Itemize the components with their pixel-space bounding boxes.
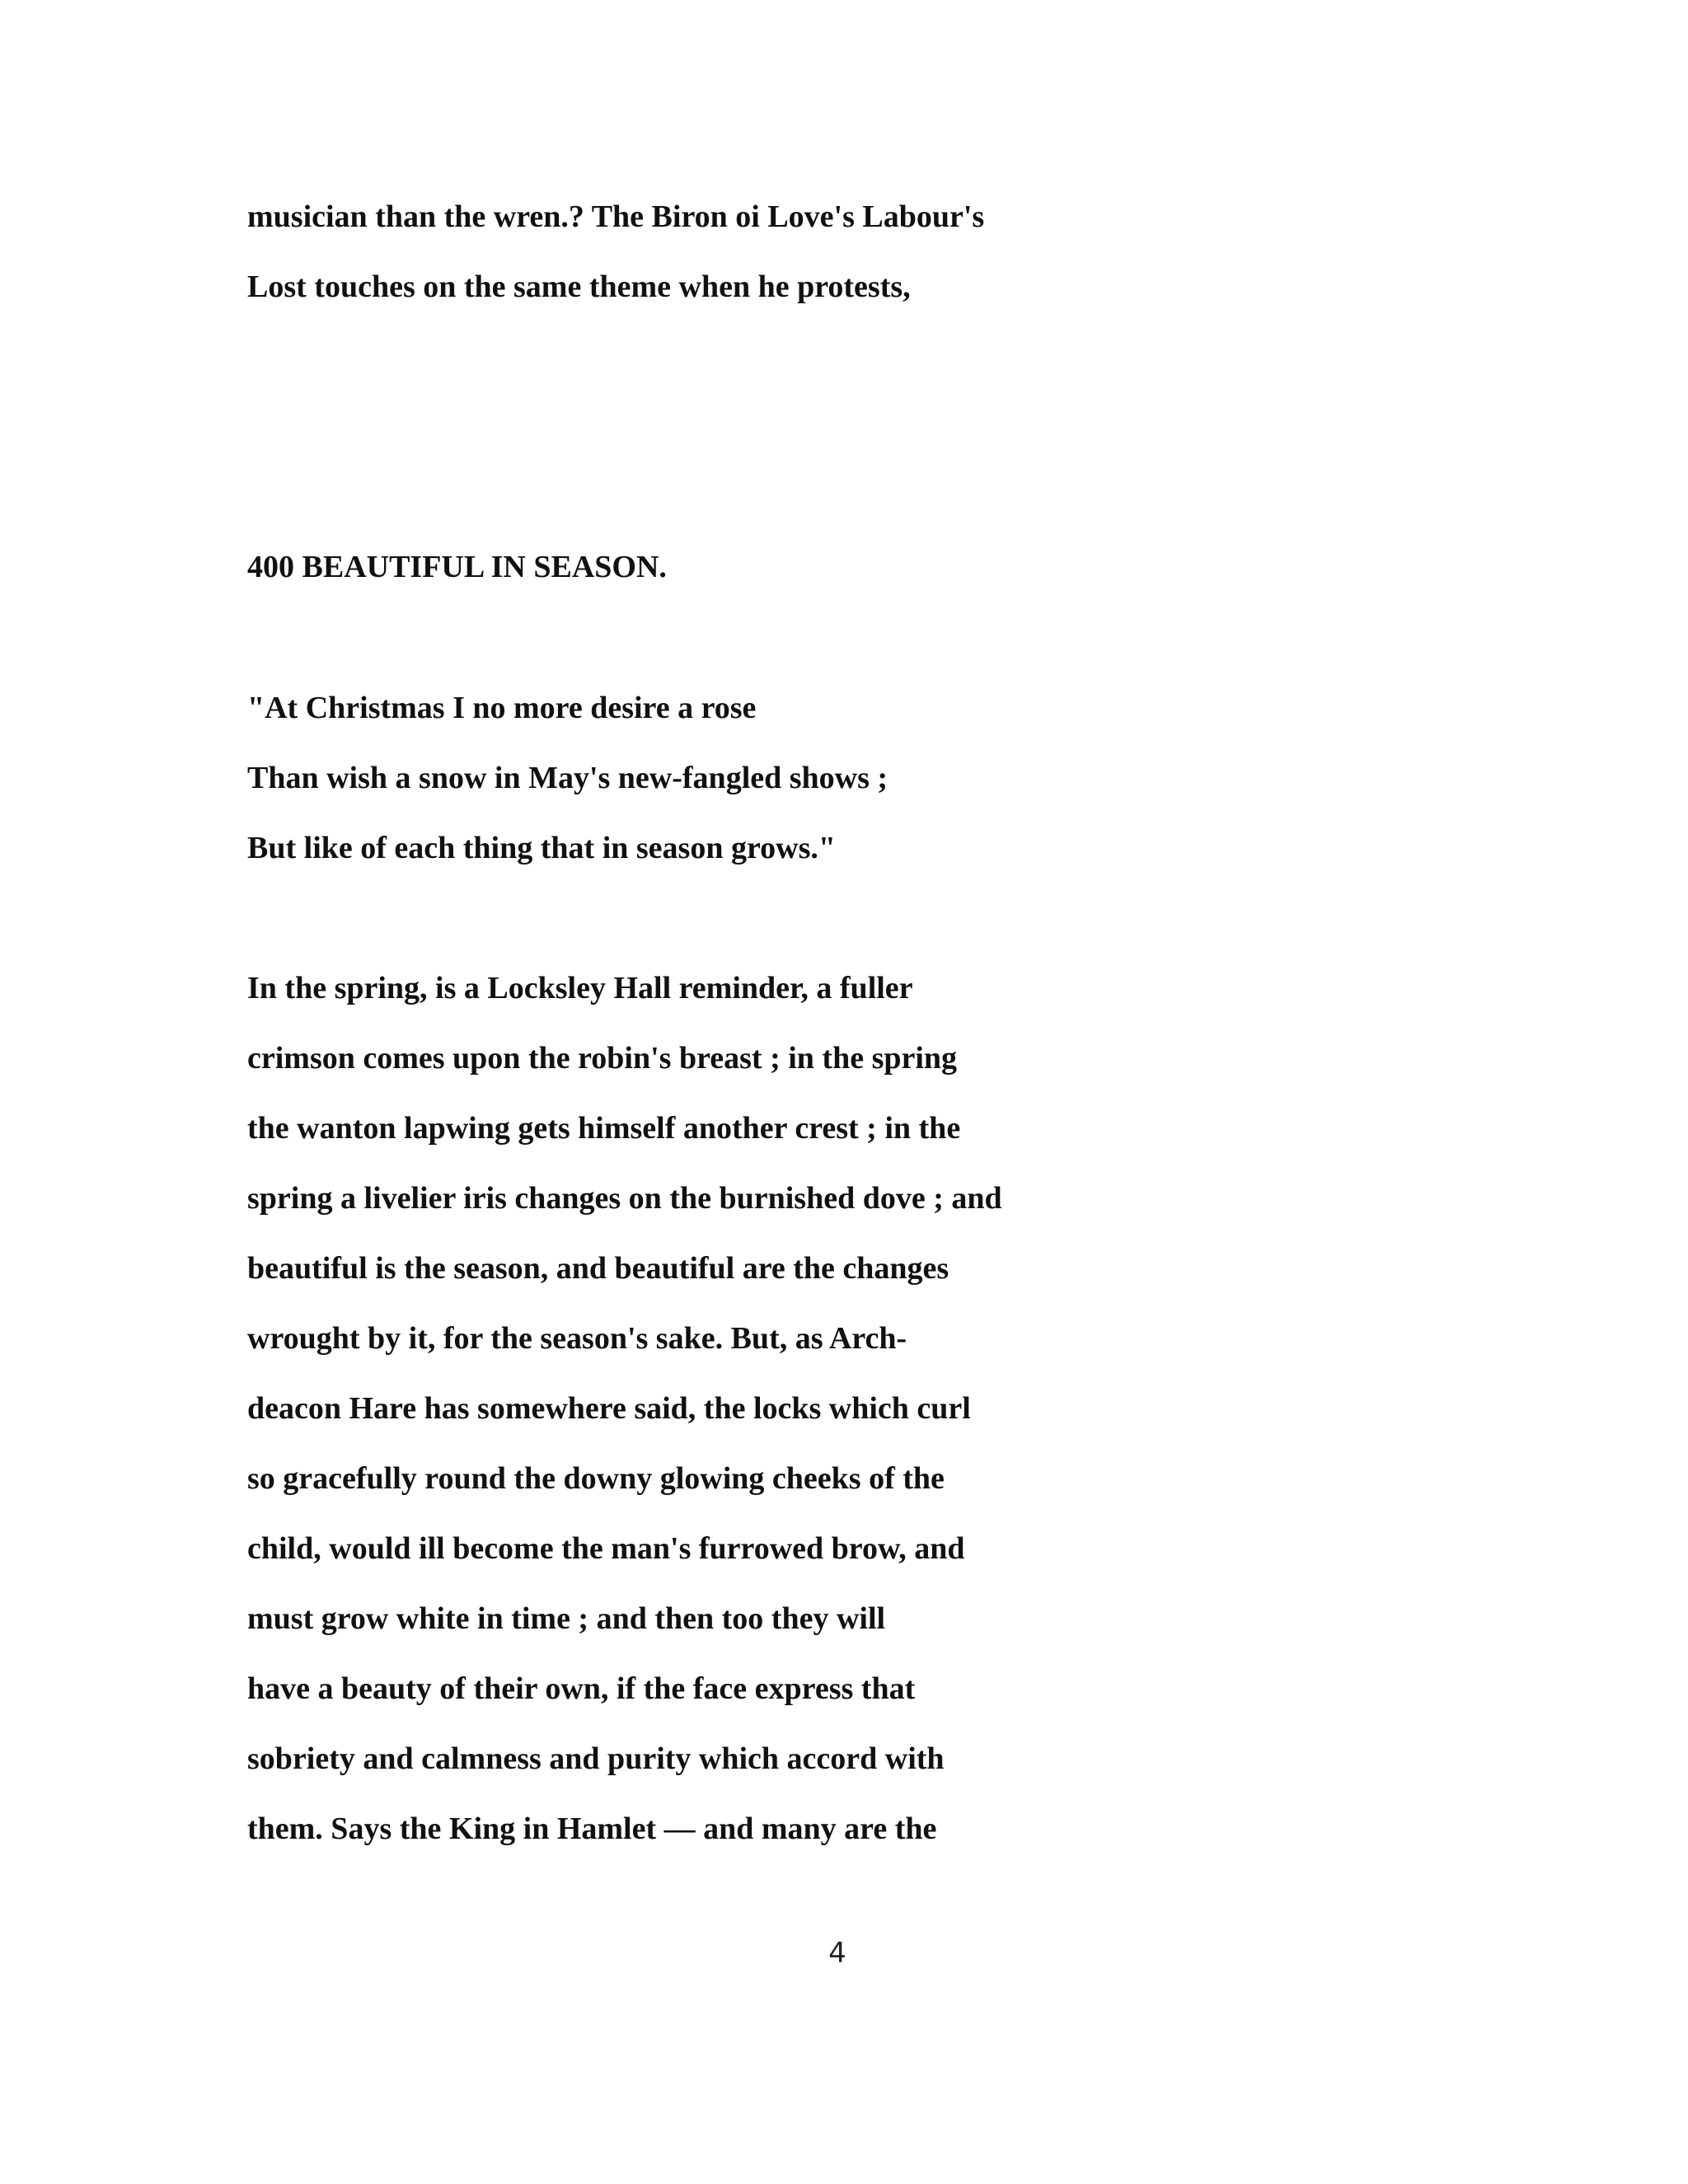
- text-line: Lost touches on the same theme when he protests,: [247, 269, 911, 304]
- quote-line: But like of each thing that in season grows.": [247, 831, 836, 865]
- paragraph-line: wrought by it, for the season's sake. But, as Arch-: [247, 1321, 907, 1356]
- paragraph-line: beautiful is the season, and beautiful are the changes: [247, 1251, 950, 1286]
- quote-line: Than wish a snow in May's new-fangled shows ;: [247, 761, 889, 795]
- paragraph-line: must grow white in time ; and then too they will: [247, 1601, 886, 1636]
- paragraph-line: In the spring, is a Locksley Hall reminder, a fuller: [247, 971, 913, 1005]
- paragraph-line: the wanton lapwing gets himself another crest ; in the: [247, 1111, 961, 1146]
- paragraph-line: deacon Hare has somewhere said, the locks which curl: [247, 1391, 971, 1426]
- paragraph-line: child, would ill become the man's furrowed brow, and: [247, 1531, 965, 1566]
- paragraph-line: crimson comes upon the robin's breast ; in the spring: [247, 1041, 958, 1076]
- paragraph-line: sobriety and calmness and purity which accord with: [247, 1741, 945, 1776]
- quote-line: "At Christmas I no more desire a rose: [247, 691, 757, 725]
- page-number: 4: [828, 1937, 846, 1970]
- paragraph-line: have a beauty of their own, if the face express that: [247, 1671, 916, 1706]
- paragraph-line: spring a livelier iris changes on the burnished dove ; and: [247, 1181, 1002, 1216]
- paragraph-line: so gracefully round the downy glowing cheeks of the: [247, 1461, 945, 1496]
- paragraph-line: them. Says the King in Hamlet — and many are the: [247, 1811, 937, 1846]
- text-line: musician than the wren.? The Biron oi Love's Labour's: [247, 199, 985, 234]
- section-heading: 400 BEAUTIFUL IN SEASON.: [247, 550, 667, 584]
